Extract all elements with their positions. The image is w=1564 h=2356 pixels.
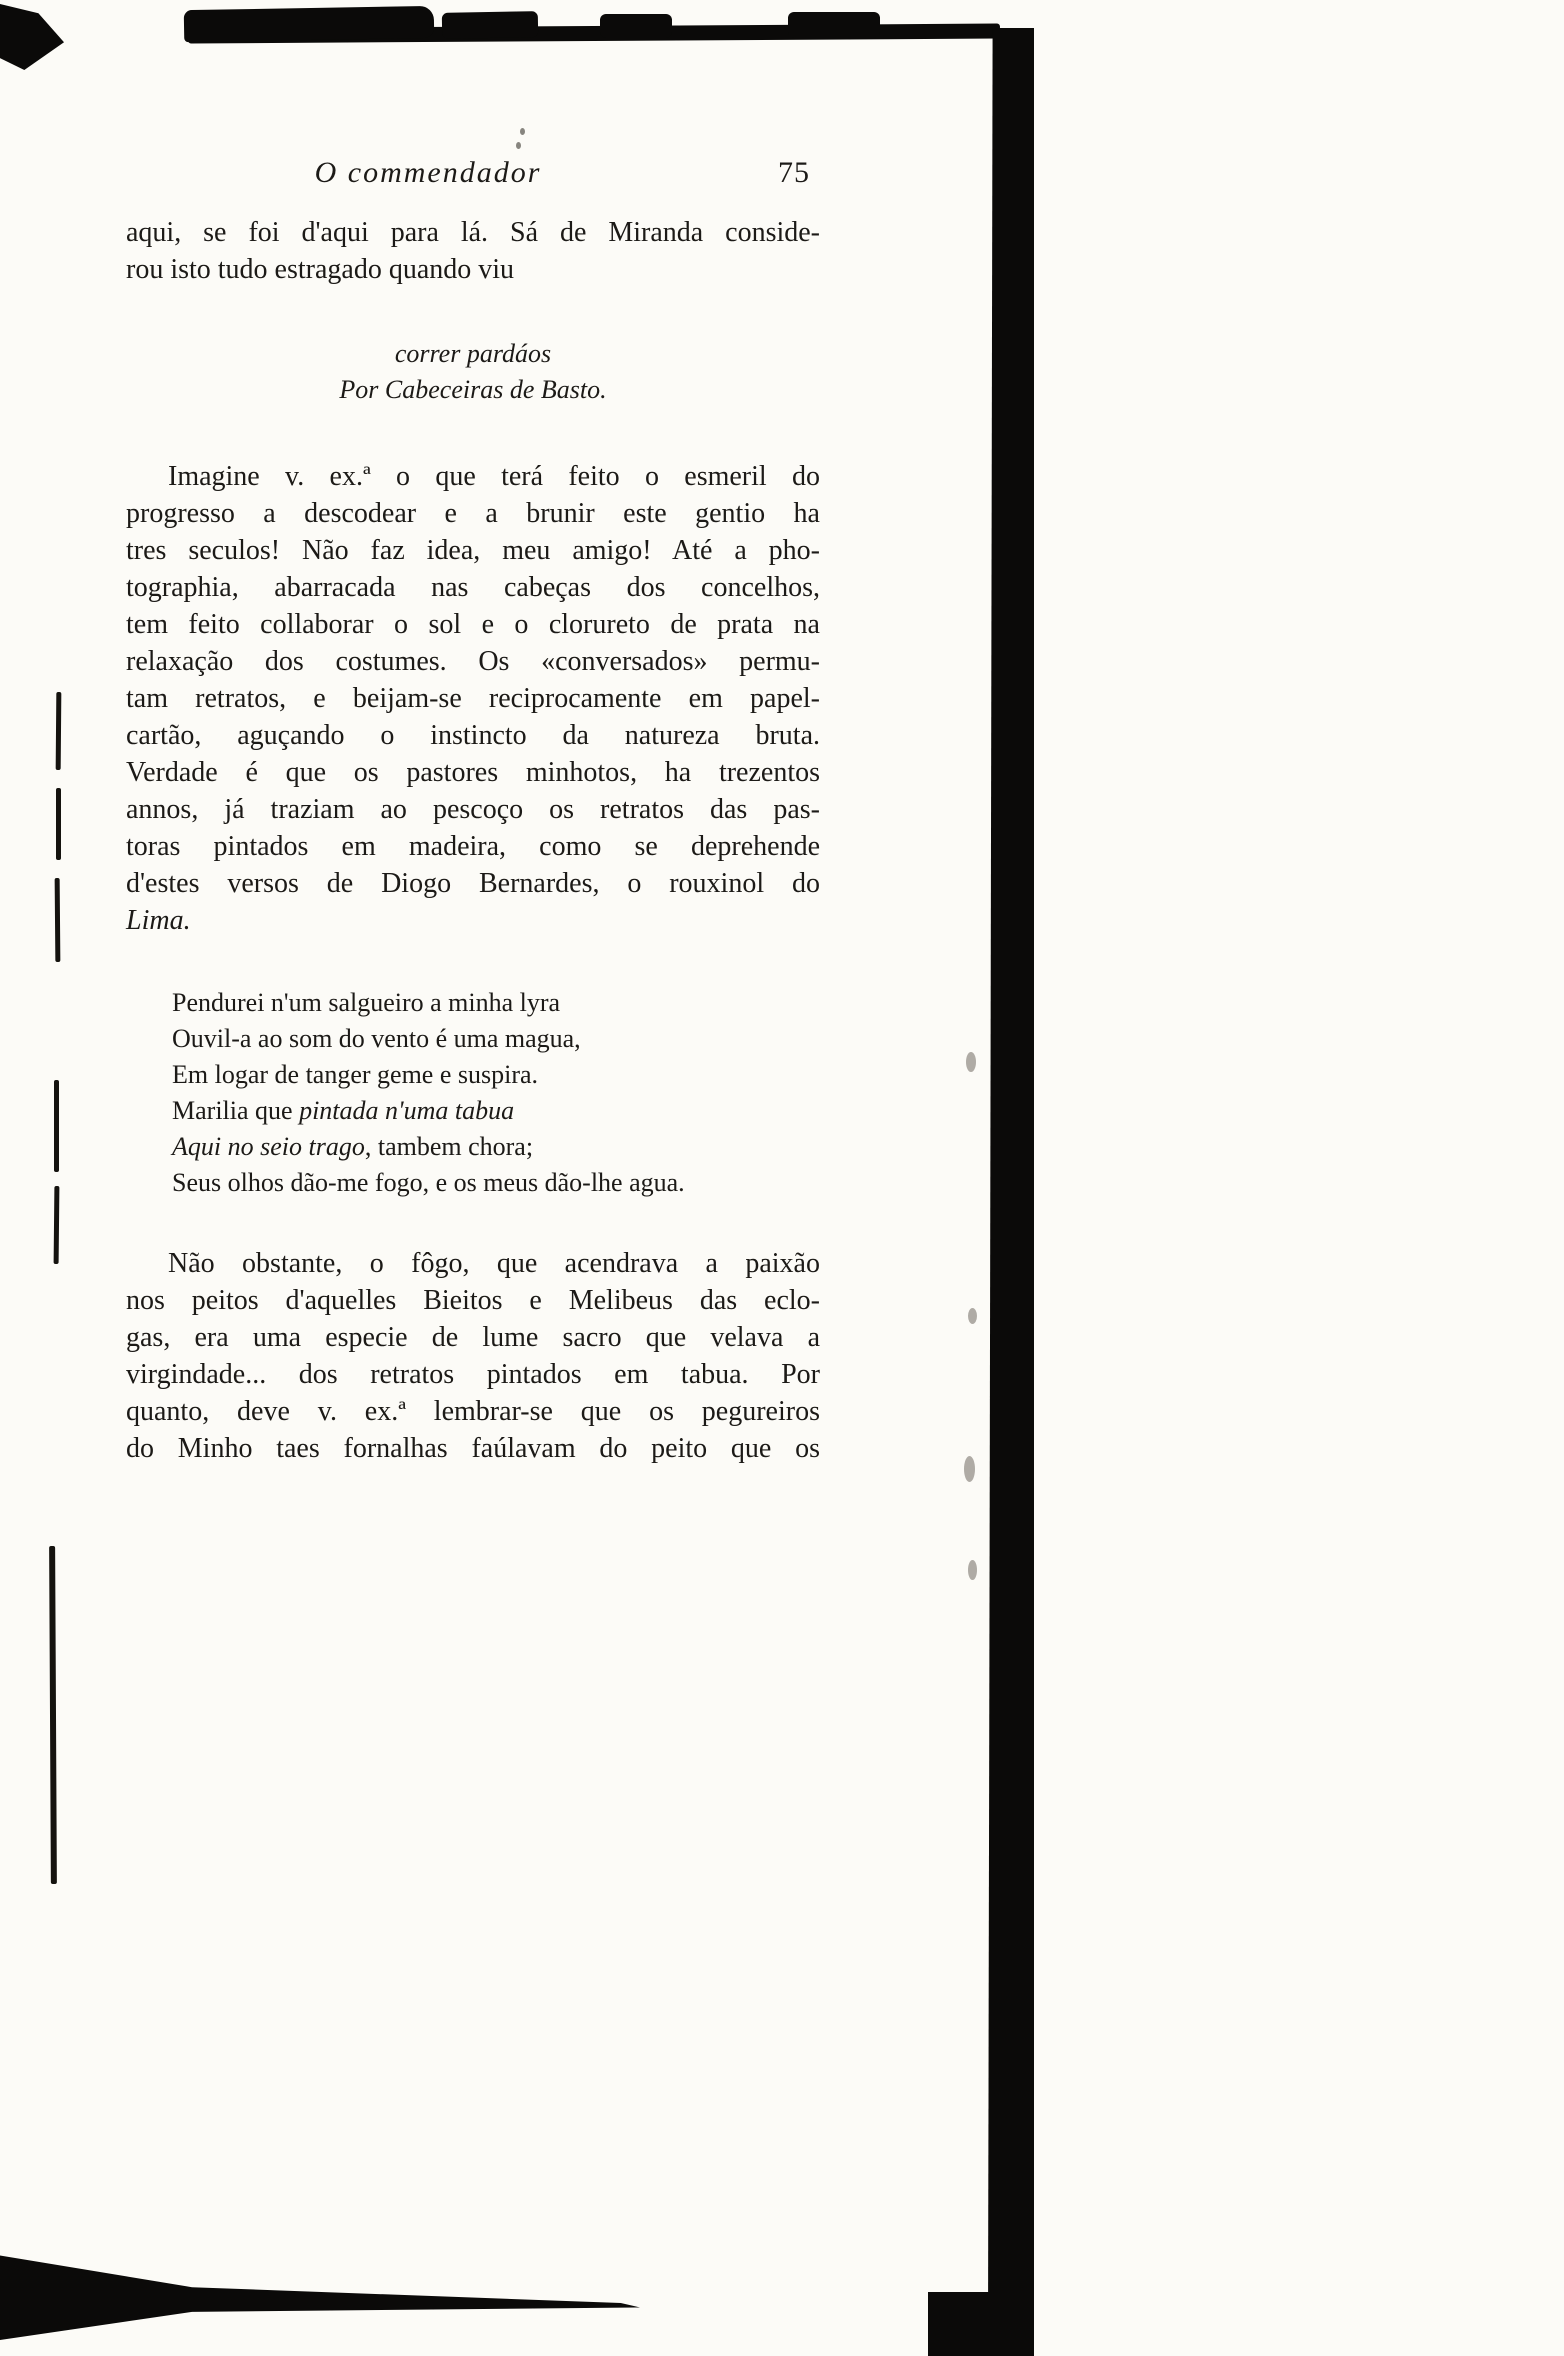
verse-line-text: Em logar de tanger geme e suspira. — [172, 1060, 539, 1089]
verse-line-text: Pendurei n'um salgueiro a minha lyra — [172, 988, 561, 1017]
text-line: Imagine v. ex.ª o que terá feito o esmeril do — [168, 461, 820, 492]
text-line: annos, já traziam ao pescoço os retratos das pas- — [126, 794, 820, 825]
text-line: rou isto tudo estragado quando viu — [126, 254, 515, 285]
verse-line — [172, 1165, 820, 1201]
verse-line: correr pardáos — [394, 339, 552, 368]
text-line: tres seculos! Não faz idea, meu amigo! Até a pho- — [126, 535, 820, 566]
verse-line — [172, 1093, 820, 1129]
text-line: d'estes versos de Diogo Bernardes, o rouxinol do — [126, 868, 820, 899]
verse-line — [172, 1057, 820, 1093]
scan-artifact-top-bar-blob — [184, 6, 435, 42]
verse-line — [172, 1021, 820, 1057]
scan-artifact-margin-mark — [54, 1186, 60, 1264]
paragraph — [126, 458, 820, 939]
text-line: cartão, aguçando o instincto da natureza bruta. — [126, 720, 820, 751]
scan-artifact-margin-mark — [49, 1546, 57, 1884]
verse-line — [172, 1129, 820, 1165]
text-line: toras pintados em madeira, como se deprehende — [126, 831, 820, 862]
text-line: tam retratos, e beijam-se reciprocamente em papel- — [126, 683, 820, 714]
paragraph — [126, 1245, 820, 1467]
text-line: Não obstante, o fôgo, que acendrava a paixão — [168, 1248, 820, 1279]
scan-artifact-smudge — [964, 1456, 975, 1482]
scan-artifact-margin-mark — [56, 788, 61, 860]
running-header-title: O commendador — [314, 156, 542, 189]
text-line: gas, era uma especie de lume sacro que velava a — [126, 1322, 820, 1353]
text-line: Verdade é que os pastores minhotos, ha trezentos — [126, 757, 820, 788]
text-line: aqui, se foi d'aqui para lá. Sá de Miranda conside- — [126, 217, 820, 248]
verse-quotation-centered — [126, 336, 820, 408]
scan-artifact-bottom-wedge — [0, 2252, 640, 2340]
verse-line-italic: pintada n'uma tabua — [299, 1096, 515, 1125]
scan-artifact-margin-mark — [56, 692, 62, 770]
running-header — [126, 156, 820, 202]
text-line: Lima. — [126, 905, 191, 936]
scan-artifact-ink-speck — [516, 142, 521, 149]
verse-line-text: , tambem chora; — [364, 1132, 534, 1161]
scan-artifact-bottom-right — [928, 2292, 1000, 2356]
verse-quotation-block — [172, 985, 820, 1201]
verse-line-text: Seus olhos dão-me fogo, e os meus dão-lhe agua. — [172, 1168, 685, 1197]
paragraph — [126, 214, 820, 288]
text-line: relaxação dos costumes. Os «conversados» permu- — [126, 646, 820, 677]
scan-artifact-ink-speck — [520, 128, 525, 135]
verse-line: Por Cabeceiras de Basto. — [339, 375, 607, 404]
text-line: progresso a descodear e a brunir este gentio ha — [126, 498, 820, 529]
scan-artifact-top-bar-blob — [788, 12, 880, 38]
text-line: tem feito collaborar o sol e o clorureto de prata na — [126, 609, 820, 640]
verse-line-text: Marilia que — [172, 1096, 300, 1125]
verse-line-italic: Aqui no seio trago — [172, 1132, 365, 1161]
scan-artifact-top-bar-blob — [442, 11, 538, 39]
text-line: virgindade... dos retratos pintados em tabua. Por — [126, 1359, 820, 1390]
scan-artifact-margin-mark — [54, 1080, 59, 1172]
text-line: quanto, deve v. ex.ª lembrar-se que os pegureiros — [126, 1396, 820, 1427]
page-number: 75 — [778, 156, 810, 189]
text-line: do Minho taes fornalhas faúlavam do peito que os — [126, 1433, 820, 1464]
scan-artifact-top-left-corner — [0, 4, 64, 70]
text-line: tographia, abarracada nas cabeças dos concelhos, — [126, 572, 820, 603]
verse-line — [172, 985, 820, 1021]
scan-artifact-smudge — [968, 1560, 977, 1580]
scan-artifact-gutter-strip — [988, 28, 1034, 2356]
scan-artifact-smudge — [968, 1308, 977, 1324]
verse-line-text: Ouvil-a ao som do vento é uma magua, — [172, 1024, 581, 1053]
scan-artifact-margin-mark — [55, 878, 61, 962]
scan-artifact-smudge — [966, 1052, 976, 1072]
text-line: nos peitos d'aquelles Bieitos e Melibeus das eclo- — [126, 1285, 820, 1316]
text-column — [126, 156, 820, 1467]
scan-artifact-top-bar-blob — [600, 14, 672, 38]
